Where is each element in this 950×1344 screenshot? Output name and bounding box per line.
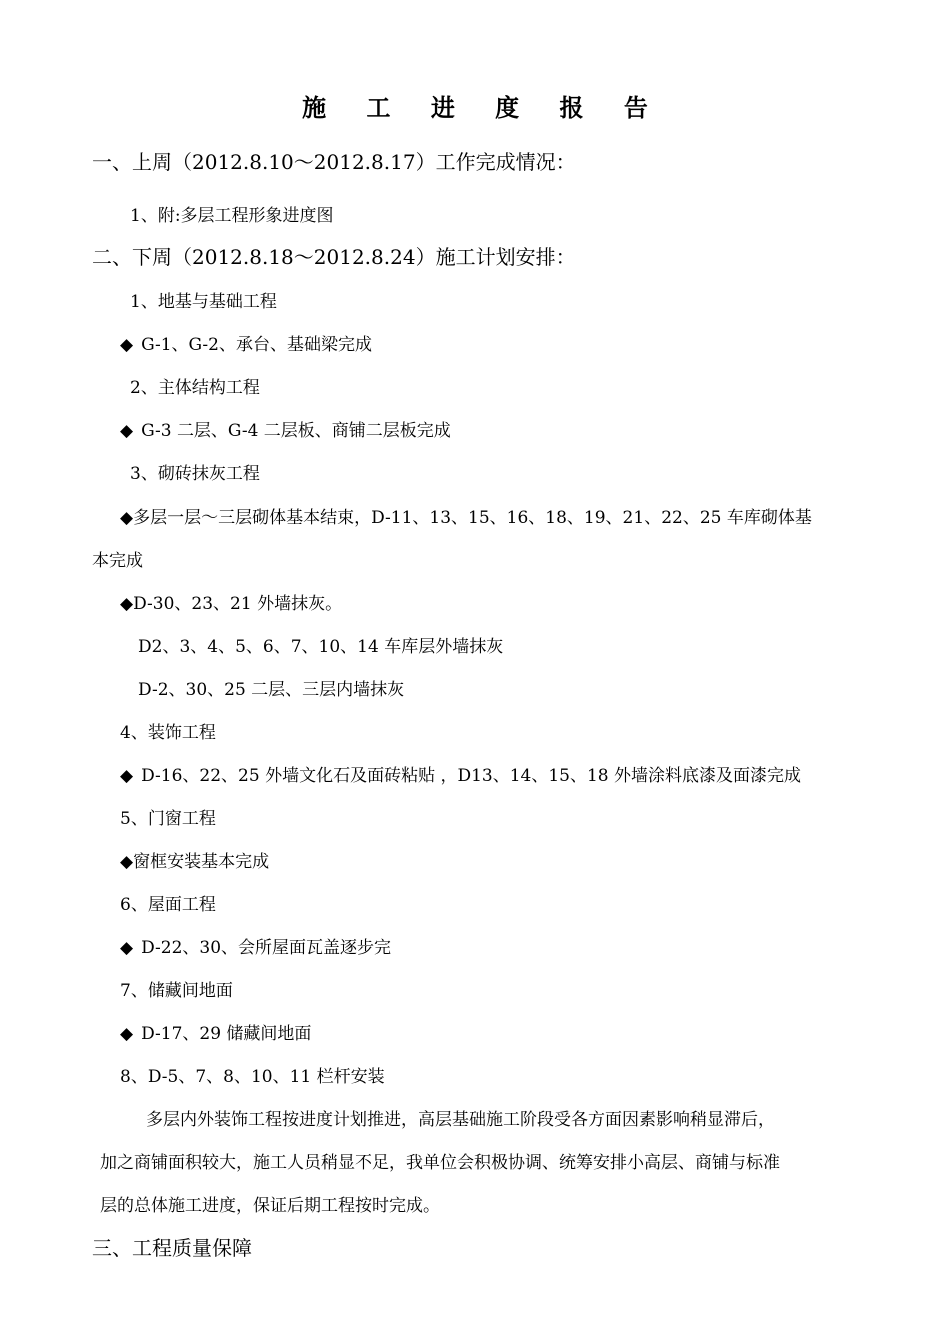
masonry-label: 3、砌砖抹灰工程 [130, 464, 260, 484]
masonry-bullet-1 [120, 510, 812, 527]
diamond-bullet-icon: ◆ [120, 335, 134, 355]
diamond-bullet-icon: ◆ [120, 594, 134, 614]
roof-label: 6、屋面工程 [120, 895, 216, 915]
summary-line-1: 多层内外装饰工程按进度计划推进，高层基础施工阶段受各方面因素影响稍显滞后， [146, 1110, 775, 1130]
storage-bullet [120, 1026, 311, 1043]
structure-bullet [120, 423, 451, 440]
section1-heading: 一、上周（2012.8.10～2012.8.17）工作完成情况： [92, 150, 576, 174]
diamond-bullet-icon: ◆ [120, 938, 134, 958]
section1-item-1: 1、附:多层工程形象进度图 [130, 206, 334, 226]
decoration-bullet [120, 768, 801, 785]
diamond-bullet-icon: ◆ [120, 1024, 134, 1044]
section3-heading: 三、工程质量保障 [92, 1236, 252, 1260]
page-title: 施 工 进 度 报 告 [302, 93, 664, 122]
masonry-note-1: D2、3、4、5、6、7、10、14 车库层外墙抹灰 [138, 637, 504, 657]
diamond-bullet-icon: ◆ [120, 421, 134, 441]
decoration-bullet-text: D-16、22、25 外墙文化石及面砖粘贴 ，D13、14、15、18 外墙涂料底漆及面漆完成 [141, 766, 802, 786]
masonry-bullet-2 [120, 596, 342, 613]
railing-label: 8、D-5、7、8、10、11 栏杆安装 [120, 1067, 385, 1087]
section2-heading: 二、下周（2012.8.18～2012.8.24）施工计划安排： [92, 245, 576, 269]
foundation-bullet-text: G-1、G-2、承台、基础梁完成 [141, 335, 372, 355]
masonry-bullet-1-text: 多层一层～三层砌体基本结束，D-11、13、15、16、18、19、21、22、25 车库砌体基 [133, 508, 812, 528]
structure-bullet-text: G-3 二层、G-4 二层板、商铺二层板完成 [141, 421, 451, 441]
roof-bullet [120, 940, 391, 957]
foundation-label: 1、地基与基础工程 [130, 292, 277, 312]
diamond-bullet-icon: ◆ [120, 766, 134, 786]
masonry-bullet-1-continuation: 本完成 [92, 551, 143, 571]
diamond-bullet-icon: ◆ [120, 508, 134, 528]
diamond-bullet-icon: ◆ [120, 852, 134, 872]
doors-label: 5、门窗工程 [120, 809, 216, 829]
doors-bullet [120, 854, 269, 871]
structure-label: 2、主体结构工程 [130, 378, 260, 398]
foundation-bullet [120, 337, 372, 354]
masonry-bullet-2-text: D-30、23、21 外墙抹灰。 [133, 594, 343, 614]
storage-bullet-text: D-17、29 储藏间地面 [141, 1024, 312, 1044]
doors-bullet-text: 窗框安装基本完成 [133, 852, 270, 872]
storage-label: 7、储藏间地面 [120, 981, 233, 1001]
summary-line-3: 层的总体施工进度，保证后期工程按时完成。 [100, 1196, 440, 1216]
summary-line-2: 加之商铺面积较大，施工人员稍显不足，我单位会积极协调、统筹安排小高层、商铺与标准 [100, 1153, 780, 1173]
decoration-label: 4、装饰工程 [120, 723, 216, 743]
roof-bullet-text: D-22、30、会所屋面瓦盖逐步完 [141, 938, 392, 958]
masonry-note-2: D-2、30、25 二层、三层内墙抹灰 [138, 680, 405, 700]
